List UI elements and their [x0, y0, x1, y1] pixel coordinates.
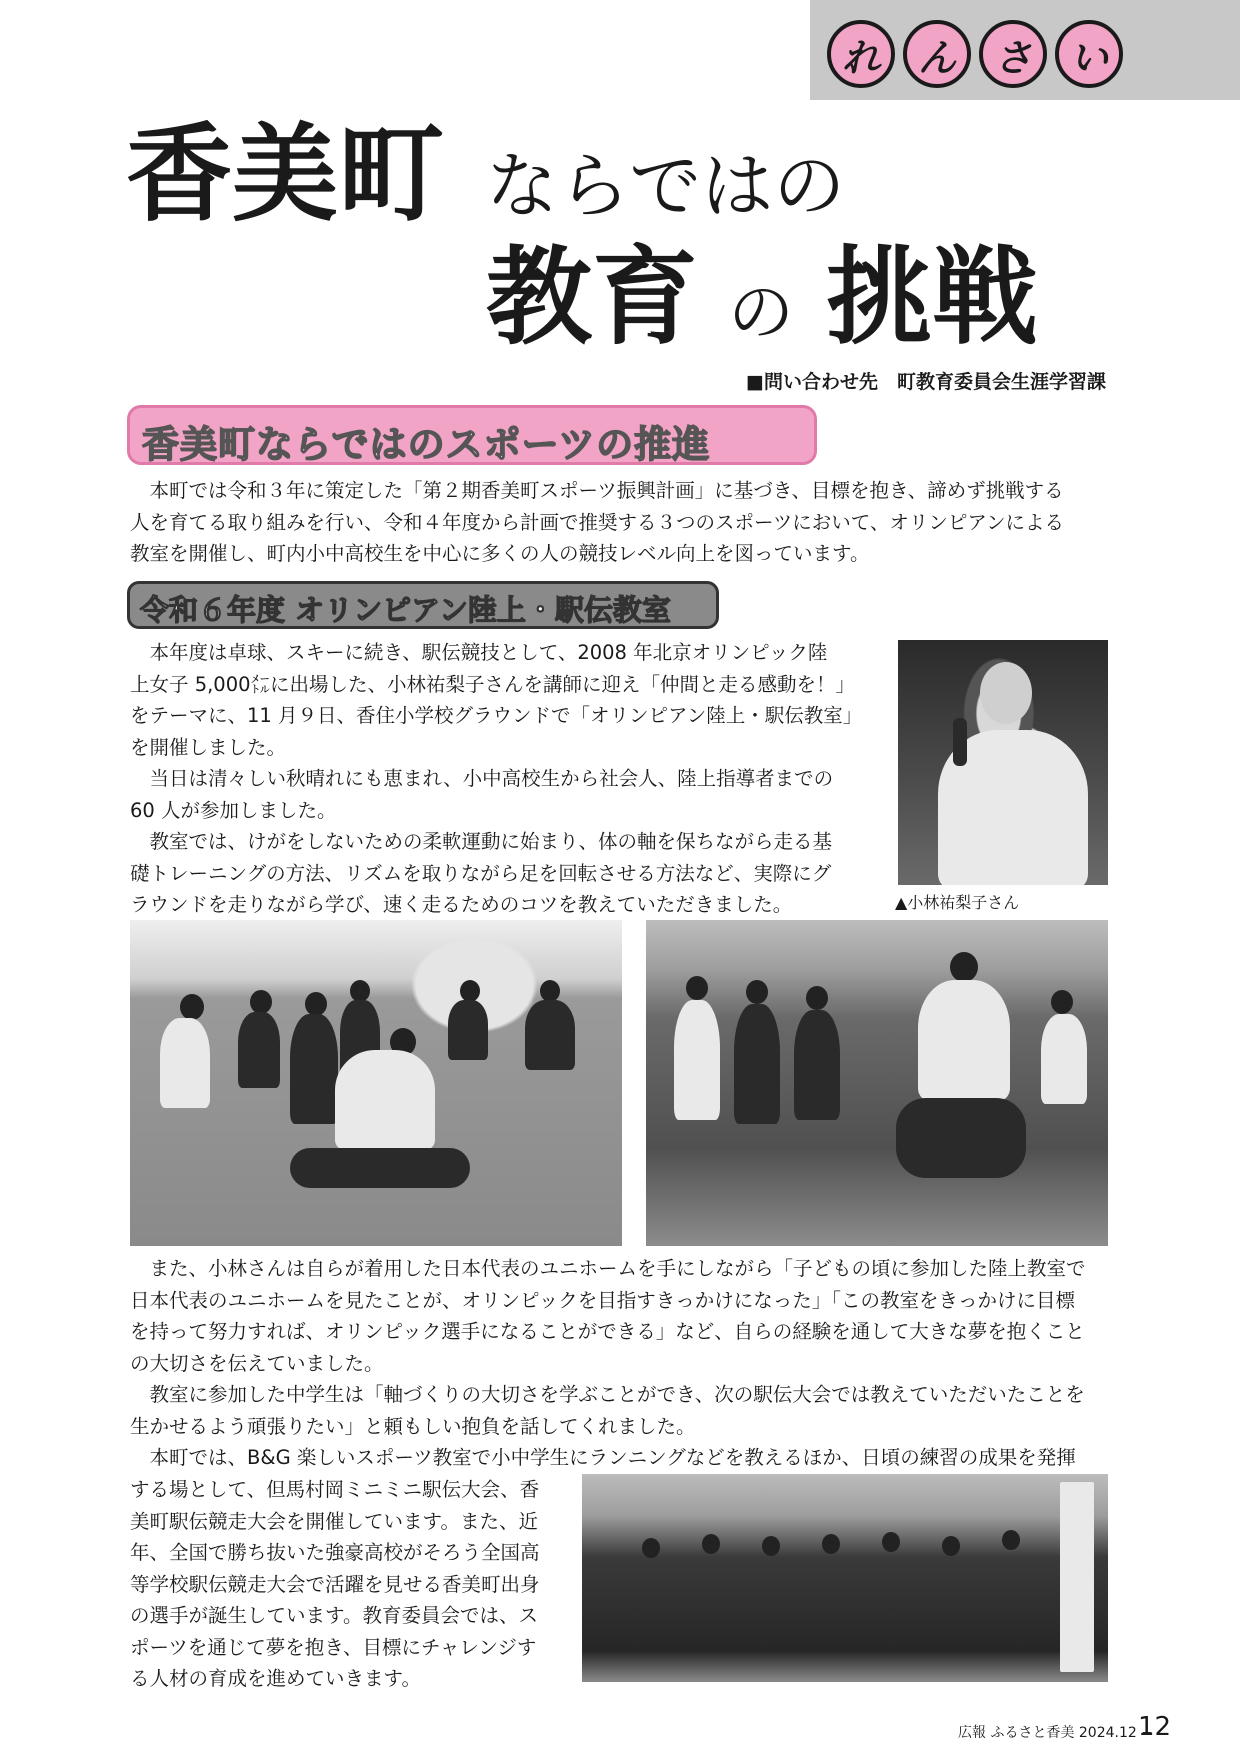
microphone-icon	[953, 718, 967, 766]
text-line: 上女子 5,000㍍に出場した、小林祐梨子さんを講師に迎え「仲間と走る感動を！」	[130, 672, 856, 696]
photo-person-body	[734, 1004, 780, 1124]
photo-person-head	[762, 1536, 780, 1556]
photo-person-head	[1051, 990, 1073, 1014]
text-line: する場として、但馬村岡ミニミニ駅伝大会、香	[130, 1478, 540, 1501]
footer-publication: 広報 ふるさと香美 2024.12 −	[958, 1725, 1153, 1741]
photo-person-body	[794, 1010, 840, 1120]
photo-person-head	[806, 986, 828, 1010]
photo-person-head	[950, 952, 978, 982]
text-line: 本町では、B&G 楽しいスポーツ教室で小中学生にランニングなどを教えるほか、日頃の練習の成果を発揮	[130, 1446, 1076, 1469]
photo-person-head	[460, 980, 480, 1002]
photo-person-head	[250, 990, 272, 1014]
section-heading-text: 香美町ならではのスポーツの推進	[142, 423, 711, 466]
photo-person-head	[686, 976, 708, 1000]
text-line: ラウンドを走りながら学び、速く走るためのコツを教えていただきました。	[130, 893, 793, 916]
photo-group	[582, 1474, 1108, 1682]
title-education: 教育	[486, 236, 698, 359]
text-line: 本町では令和３年に策定した「第２期香美町スポーツ振興計画」に基づき、目標を抱き、諦めず挑戦する	[130, 479, 1064, 502]
text-line: 60 人が参加しました。	[130, 798, 337, 822]
photo-person-head	[942, 1536, 960, 1556]
text-line: 日本代表のユニホームを見たことが、オリンピックを目指すきっかけになった」「この教室をきっかけに目標	[130, 1288, 1075, 1312]
text-line: の選手が誕生しています。教育委員会では、ス	[130, 1604, 538, 1627]
photo-person-head	[540, 980, 560, 1002]
photo-person-body	[448, 1000, 488, 1060]
photo-stretching-session	[130, 920, 622, 1246]
photo-running-drill	[646, 920, 1108, 1246]
photo-banner-sign	[1060, 1482, 1094, 1672]
text-line: を開催しました。	[130, 735, 287, 759]
title-no: の	[728, 274, 794, 351]
event-paragraph	[130, 637, 862, 921]
sub-heading	[127, 581, 719, 629]
photo-person-head	[305, 992, 327, 1016]
photo-person-body	[290, 1014, 338, 1124]
message-paragraph	[130, 1253, 1086, 1474]
photo-person-head	[882, 1532, 900, 1552]
closing-paragraph	[130, 1474, 540, 1695]
text-line: る人材の育成を進めていきます。	[130, 1667, 421, 1690]
photo-person-body	[525, 1000, 575, 1070]
photo-person-head	[746, 980, 768, 1004]
photo-person-body	[335, 1050, 435, 1150]
series-char-1: れ	[827, 20, 895, 88]
photo-person-head	[822, 1534, 840, 1554]
photo-person-head	[180, 994, 204, 1020]
contact-info: ■問い合わせ先 町教育委員会生涯学習課	[746, 371, 1106, 393]
photo-person-body	[674, 1000, 720, 1120]
text-line: をテーマに、11 月９日、香住小学校グラウンドで「オリンピアン陸上・駅伝教室」	[130, 704, 863, 727]
text-line: 教室では、けがをしないための柔軟運動に始まり、体の軸を保ちながら走る基	[130, 830, 833, 853]
photo-person-head	[702, 1534, 720, 1554]
text-line: 等学校駅伝競走大会で活躍を見せる香美町出身	[130, 1572, 540, 1596]
photo-person-head	[642, 1538, 660, 1558]
page-number: 12	[1138, 1712, 1172, 1742]
text-line: 美町駅伝競走大会を開催しています。また、近	[130, 1509, 538, 1533]
text-line: また、小林さんは自らが着用した日本代表のユニホームを手にしながら「子どもの頃に参加した陸上教室で	[130, 1257, 1086, 1280]
photo-person-body	[918, 980, 1010, 1100]
series-char-3: さ	[979, 20, 1047, 88]
text-line: を持って努力すれば、オリンピック選手になることができる」など、自らの経験を通して大きな夢を抱くこと	[130, 1320, 1085, 1343]
photo-person-legs	[290, 1148, 470, 1188]
title-naradewano: ならではの	[486, 144, 846, 228]
photo-person-head	[350, 980, 370, 1002]
photo-person-body	[1041, 1014, 1087, 1104]
photo-person-head	[1002, 1530, 1020, 1550]
intro-paragraph	[130, 475, 1064, 570]
series-char-2: ん	[903, 20, 971, 88]
text-line: ポーツを通じて夢を抱き、目標にチャレンジす	[130, 1635, 537, 1659]
series-char-4: い	[1055, 20, 1123, 88]
section-heading	[127, 405, 817, 465]
text-line: の大切さを伝えていました。	[130, 1351, 384, 1375]
text-line: 生かせるよう頑張りたい」と頼もしい抱負を話してくれました。	[130, 1414, 696, 1438]
text-line: 人を育てる取り組みを行い、令和４年度から計画で推奨する３つのスポーツにおいて、オリンピアンによる	[130, 510, 1065, 534]
text-line: 年、全国で勝ち抜いた強豪高校がそろう全国高	[130, 1541, 540, 1564]
photo-person-legs	[896, 1098, 1026, 1178]
photo-person-body	[160, 1018, 210, 1108]
text-line: 礎トレーニングの方法、リズムを取りながら足を回転させる方法など、実際にグ	[130, 861, 832, 885]
text-line: 教室に参加した中学生は「軸づくりの大切さを学ぶことができ、次の駅伝大会では教えていただいたことを	[130, 1383, 1085, 1406]
photo-kobayashi-yuriko	[898, 640, 1108, 885]
text-line: 本年度は卓球、スキーに続き、駅伝競技として、2008 年北京オリンピック陸	[130, 641, 828, 664]
text-line: 教室を開催し、町内小中高校生を中心に多くの人の競技レベル向上を図っています。	[130, 542, 870, 565]
photo-caption: ▲小林祐梨子さん	[895, 893, 1020, 912]
sub-heading-text: 令和６年度 オリンピアン陸上・駅伝教室	[140, 593, 671, 627]
photo-person-body	[238, 1012, 280, 1088]
photo-person-head	[980, 662, 1032, 724]
text-line: 当日は清々しい秋晴れにも恵まれ、小中高校生から社会人、陸上指導者までの	[130, 767, 834, 790]
title-kami-town: 香美町	[126, 113, 444, 236]
title-challenge: 挑戦	[826, 236, 1038, 359]
